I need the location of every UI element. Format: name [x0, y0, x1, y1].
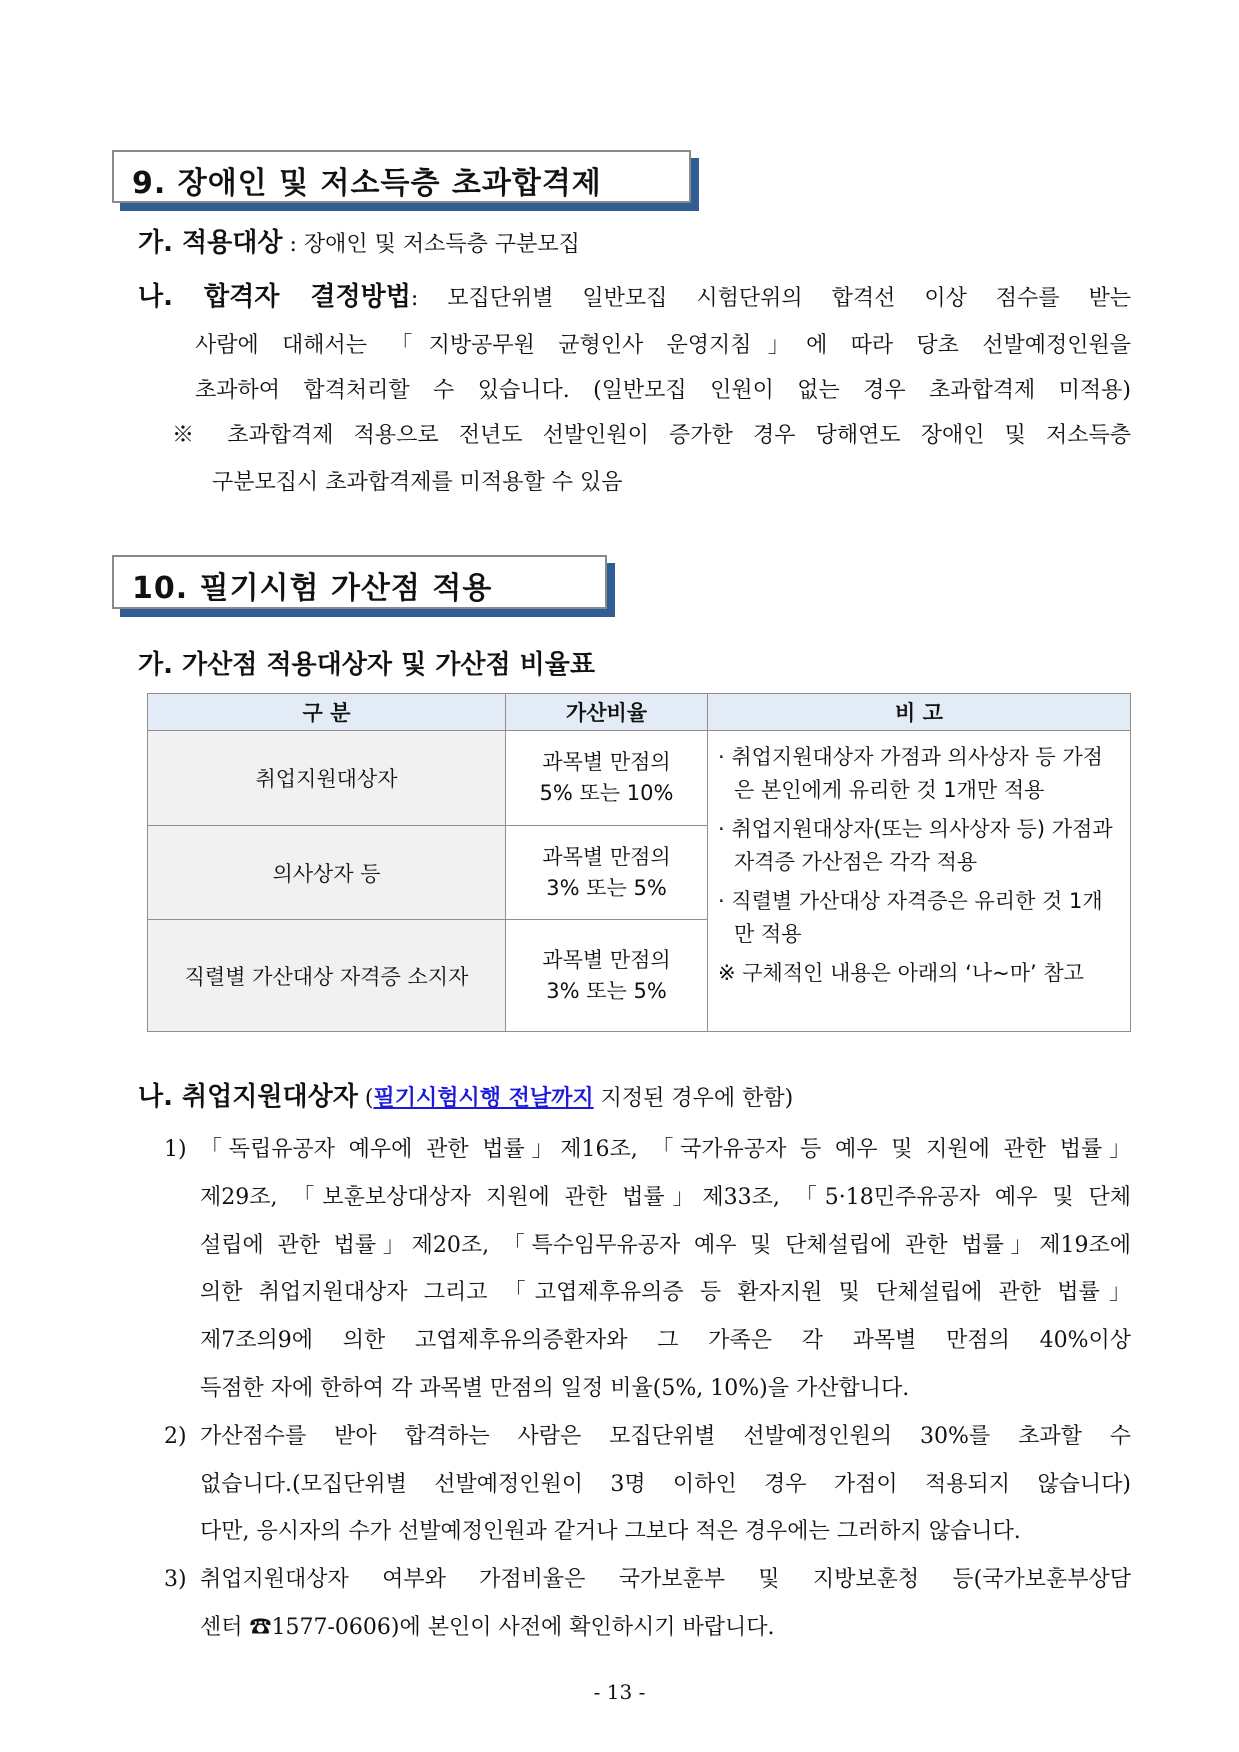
paren-rest: 지정된 경우에 한함) — [593, 1086, 794, 1111]
section-9-title-box — [112, 150, 691, 203]
row-ratio — [506, 826, 708, 920]
header-ratio: 가산비율 — [506, 694, 708, 731]
section-10-title-box — [112, 555, 607, 609]
note-item: · 직렬별 가산대상 자격증은 유리한 것 1개만 적용 — [718, 889, 1103, 946]
note-item: · 취업지원대상자 가점과 의사상자 등 가점은 본인에게 유리한 것 1개만 적용 — [718, 745, 1103, 802]
ratio-line-1: 과목별 만점의 — [542, 844, 671, 869]
row-ratio — [506, 920, 708, 1032]
item-number: 1) — [164, 1137, 187, 1162]
item-line: 센터 ☎1577-0606)에 본인이 사전에 확인하시기 바랍니다. — [200, 1615, 775, 1640]
ratio-line-1: 과목별 만점의 — [542, 947, 671, 972]
s10-na-heading: 나. 취업지원대상자 — [138, 1082, 358, 1112]
ratio-line-1: 과목별 만점의 — [542, 750, 671, 774]
s10-ga-heading: 가. 가산점 적용대상자 및 가산점 비율표 — [138, 650, 595, 680]
item-line: 설립에 관한 법률」제20조, 「특수임무유공자 예우 및 단체설립에 관한 법률」제19조에 — [200, 1232, 1131, 1258]
item-line: 의한 취업지원대상자 그리고 「고엽제후유의증 등 환자지원 및 단체설립에 관한 법률」 — [200, 1280, 1131, 1306]
s9-ga-label: 가. 적용대상 — [138, 228, 283, 258]
deadline-link[interactable]: 필기시험시행 전날까지 — [373, 1086, 594, 1111]
page-number: - 13 - — [593, 1680, 646, 1704]
ratio-line-2: 5% 또는 10% — [539, 781, 674, 805]
item-line: 득점한 자에 한하여 각 과목별 만점의 일정 비율(5%, 10%)을 가산합니다. — [200, 1376, 910, 1401]
item-number: 2) — [164, 1423, 187, 1449]
s9-ga-line — [138, 228, 580, 260]
item-line: 제7조의9에 의한 고엽제후유의증환자와 그 가족은 각 과목별 만점의 40%이상 — [200, 1328, 1131, 1354]
s9-na-label: 나. 합격자 결정방법 — [138, 282, 411, 312]
s9-ga-text: : 장애인 및 저소득층 구분모집 — [282, 232, 580, 257]
table-row — [148, 731, 1131, 826]
paren-open: ( — [357, 1086, 374, 1111]
s9-na-line-1 — [138, 282, 1131, 314]
item-line: 취업지원대상자 여부와 가점비율은 국가보훈부 및 지방보훈청 등(국가보훈부상담 — [200, 1567, 1131, 1593]
ratio-line-2: 3% 또는 5% — [546, 978, 667, 1003]
ratio-line-2: 3% 또는 5% — [546, 875, 667, 900]
row-category: 취업지원대상자 — [148, 731, 506, 826]
s10-na-heading-line — [138, 1082, 793, 1114]
table-header-row — [148, 694, 1131, 731]
row-ratio — [506, 731, 708, 826]
item-line: 「독립유공자 예우에 관한 법률」제16조, 「국가유공자 등 예우 및 지원에 관한 법률」 — [200, 1137, 1131, 1162]
header-category: 구 분 — [148, 694, 506, 731]
header-note: 비 고 — [708, 694, 1131, 731]
item-line: 가산점수를 받아 합격하는 사람은 모집단위별 선발예정인원의 30%를 초과할 수 — [200, 1423, 1131, 1449]
notes-cell — [708, 731, 1131, 1032]
row-category: 직렬별 가산대상 자격증 소지자 — [148, 920, 506, 1032]
section-9-title: 9. 장애인 및 저소득층 초과합격제 — [132, 166, 602, 201]
bonus-rate-table — [147, 693, 1131, 1032]
s9-note-line-2: 구분모집시 초과합격제를 미적용할 수 있음 — [212, 470, 623, 495]
s9-na-text-1: : 모집단위별 일반모집 시험단위의 합격선 이상 점수를 받는 — [410, 286, 1131, 311]
s9-na-line-2: 사람에 대해서는 「지방공무원 균형인사 운영지침」에 따라 당초 선발예정인원을 — [195, 333, 1131, 358]
note-item: · 취업지원대상자(또는 의사상자 등) 가점과 자격증 가산점은 각각 적용 — [718, 817, 1113, 874]
item-line: 없습니다.(모집단위별 선발예정인원이 3명 이하인 경우 가점이 적용되지 않습니다) — [200, 1471, 1131, 1497]
section-10-title: 10. 필기시험 가산점 적용 — [132, 571, 493, 606]
note-item: ※ 구체적인 내용은 아래의 ‘나~마’ 참고 — [718, 961, 1084, 985]
row-category: 의사상자 등 — [148, 826, 506, 920]
s9-note-line-1: ※ 초과합격제 적용으로 전년도 선발인원이 증가한 경우 당해연도 장애인 및 저소득층 — [172, 423, 1131, 448]
item-line: 다만, 응시자의 수가 선발예정인원과 같거나 그보다 적은 경우에는 그러하지 않습니다. — [200, 1519, 1021, 1545]
s9-na-line-3: 초과하여 합격처리할 수 있습니다. (일반모집 인원이 없는 경우 초과합격제 미적용) — [195, 378, 1131, 403]
item-number: 3) — [164, 1567, 187, 1593]
item-line: 제29조, 「보훈보상대상자 지원에 관한 법률」제33조, 「5·18민주유공자 예우 및 단체 — [200, 1184, 1131, 1210]
